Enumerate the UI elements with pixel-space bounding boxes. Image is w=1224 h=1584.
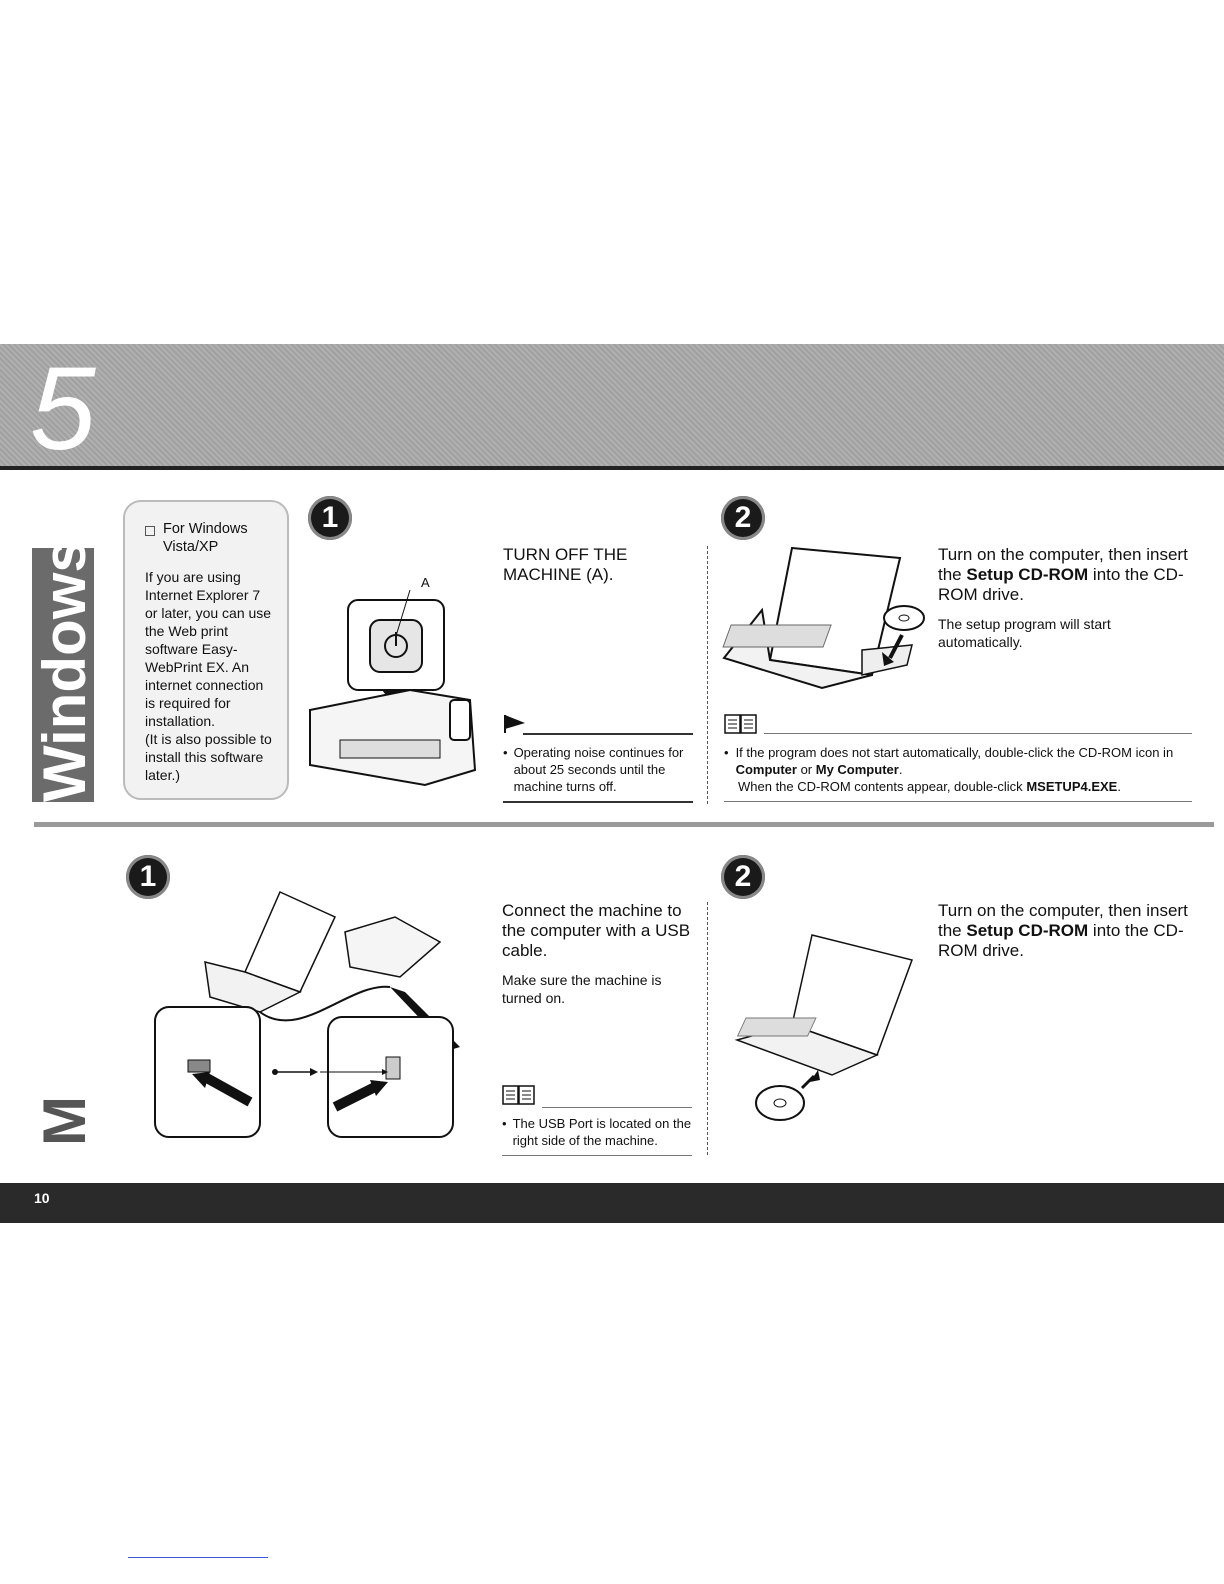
footer-band (0, 1183, 1224, 1223)
footer-link-underline[interactable] (128, 1557, 268, 1558)
callout-heading (145, 520, 275, 556)
bullet: • (503, 745, 508, 760)
windows-step-2-circle: 2 (721, 496, 765, 540)
windows-step-2-instruction-post: into the CD-ROM drive. (938, 565, 1184, 604)
page-number: 10 (34, 1190, 50, 1206)
windows-step-2-sub: The setup program will start automatically. (938, 616, 1111, 650)
callout-heading-text: For Windows Vista/XP (163, 521, 248, 555)
mac-step-2-circle: 2 (721, 855, 765, 899)
manual-book-icon (502, 1084, 536, 1106)
windows-step-1-instruction: TURN OFF THE MACHINE (A). (503, 545, 628, 584)
note-my-computer: My Computer (815, 762, 899, 777)
windows-step-1-note (503, 744, 693, 795)
header-band (0, 344, 1224, 470)
caution-flag-icon (503, 713, 527, 733)
bullet: • (724, 745, 729, 760)
windows-step-2-instruction (938, 545, 1188, 605)
printer-power-illustration (300, 570, 480, 805)
mac-step-2-instruction (938, 901, 1188, 961)
note-line2-pre: When the CD-ROM contents appear, double-click (738, 779, 1027, 794)
note-bottom-rule (724, 801, 1192, 802)
callout-note: (It is also possible to install this software later.) (145, 731, 272, 783)
windows-step-1-circle: 1 (308, 496, 352, 540)
windows-step-1-note-text: Operating noise continues for about 25 seconds until the machine turns off. (513, 745, 684, 794)
note-line1-mid: or (796, 762, 816, 777)
windows-side-label: Windows (31, 539, 98, 802)
windows-step-2-note-line-2 (724, 778, 1194, 795)
mac-step-1-note-text: The USB Port is located on the right side of the machine. (512, 1116, 692, 1148)
mac-step-2-instruction-bold: Setup CD-ROM (966, 921, 1089, 940)
mac-step-1-circle: 1 (126, 855, 170, 899)
section-divider (34, 822, 1214, 827)
mac-step-2-instruction-post: into the CD-ROM drive. (938, 921, 1184, 960)
mac-step-1-instruction: Connect the machine to the computer with a USB cable. (502, 901, 691, 960)
note-computer: Computer (735, 762, 797, 777)
header-rule (0, 466, 1224, 470)
power-button-callout-label: A (421, 575, 430, 590)
windows-vista-xp-callout (123, 500, 289, 800)
mac-step-1-note (502, 1115, 694, 1149)
windows-step-2-instruction-pre: Turn on the computer, then insert the (938, 545, 1188, 584)
bullet: • (502, 1116, 507, 1131)
manual-book-icon (724, 713, 758, 735)
note-line1-end: . (898, 762, 903, 777)
mac-column-divider (707, 902, 708, 1155)
column-divider (707, 546, 708, 804)
callout-body: If you are using Internet Explorer 7 or later, you can use the Web print software Easy-WebPrint EX. An internet connection is required for installation. (145, 569, 272, 729)
laptop-cd-illustration (732, 930, 917, 1125)
note-msetup: MSETUP4.EXE (1026, 779, 1118, 794)
note-line2-end: . (1117, 779, 1121, 794)
windows-step-2-instruction-bold: Setup CD-ROM (966, 565, 1089, 584)
checkbox-square-icon (145, 526, 155, 536)
caution-bottom-rule (503, 801, 693, 803)
usb-connection-illustration (150, 882, 460, 1142)
mac-note-bottom-rule (502, 1155, 692, 1156)
mac-side-label: M (31, 1096, 98, 1146)
mac-note-rule (542, 1107, 692, 1108)
windows-step-2-note-line-1 (724, 744, 1194, 778)
caution-rule (523, 733, 693, 735)
step-number: 5 (30, 343, 96, 475)
laptop-cd-insert-illustration (722, 540, 932, 690)
note-rule (764, 733, 1192, 734)
mac-step-1-sub: Make sure the machine is turned on. (502, 972, 662, 1006)
mac-step-2-instruction-pre: Turn on the computer, then insert the (938, 901, 1188, 940)
windows-step-2-note (724, 744, 1194, 795)
note-line1-pre: If the program does not start automatically, double-click the CD-ROM icon in (735, 745, 1174, 760)
